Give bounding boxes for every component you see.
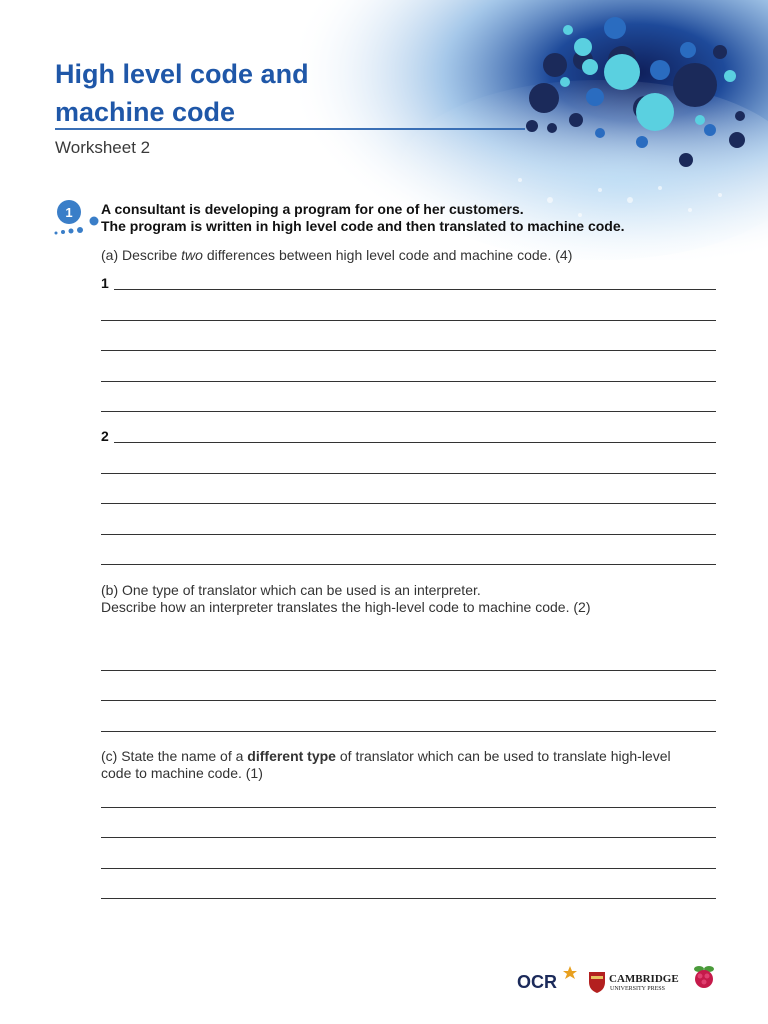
answer-line[interactable]: [114, 442, 716, 443]
question-number: 1: [65, 205, 73, 220]
worksheet-subtitle: Worksheet 2: [55, 138, 151, 157]
answer-line[interactable]: [101, 670, 716, 671]
part-c-line-2: code to machine code. (1): [101, 765, 263, 781]
part-a-prefix: (a) Describe: [101, 247, 182, 263]
answer-line[interactable]: [101, 503, 716, 504]
part-a-emphasis: two: [181, 247, 203, 263]
part-c-bold: different type: [247, 748, 336, 764]
answer-line[interactable]: [101, 868, 716, 869]
footer-logos: [515, 962, 725, 998]
part-c-line-1: [101, 748, 671, 765]
title-divider: [55, 128, 525, 130]
answer-line[interactable]: [101, 473, 716, 474]
answer-line[interactable]: [101, 534, 716, 535]
answer-line[interactable]: [101, 807, 716, 808]
part-c-prefix: (c) State the name of a: [101, 748, 248, 764]
cambridge-logo-line-2: UNIVERSITY PRESS: [610, 986, 665, 992]
raspberry-pi-logo-icon: [694, 966, 714, 988]
question-intro-line-1: A consultant is developing a program for one of her customers.: [101, 201, 524, 217]
ocr-star-icon: [563, 966, 577, 979]
answer-label-2: 2: [101, 428, 109, 444]
answer-line[interactable]: [101, 564, 716, 565]
title-line-1: High level code and: [55, 59, 309, 89]
answer-line[interactable]: [101, 320, 716, 321]
part-c-prompt: [101, 748, 671, 782]
answer-line[interactable]: [114, 289, 716, 290]
ocr-logo: OCR: [517, 972, 557, 992]
answer-line[interactable]: [101, 411, 716, 412]
part-c-suffix: of translator which can be used to translate high-level: [335, 748, 671, 764]
answer-line[interactable]: [101, 898, 716, 899]
answer-line[interactable]: [101, 350, 716, 351]
answer-line[interactable]: [101, 837, 716, 838]
question-intro-line-2: The program is written in high level code and then translated to machine code.: [101, 218, 625, 234]
cambridge-logo-line-1: CAMBRIDGE: [609, 973, 679, 985]
answer-label-1: 1: [101, 275, 109, 291]
question-number-badge: [50, 196, 100, 240]
part-b-line-1: (b) One type of translator which can be used is an interpreter.: [101, 582, 481, 598]
part-b-line-2: Describe how an interpreter translates the high-level code to machine code. (2): [101, 599, 591, 615]
answer-line[interactable]: [101, 381, 716, 382]
page-title: [55, 55, 309, 131]
answer-line[interactable]: [101, 731, 716, 732]
title-line-2: machine code: [55, 97, 236, 127]
part-a-prompt: [101, 247, 572, 264]
cambridge-shield-icon: [589, 972, 605, 993]
part-b-prompt: [101, 582, 590, 616]
answer-line[interactable]: [101, 700, 716, 701]
question-intro: [101, 201, 625, 235]
part-a-suffix: differences between high level code and machine code. (4): [202, 247, 573, 263]
